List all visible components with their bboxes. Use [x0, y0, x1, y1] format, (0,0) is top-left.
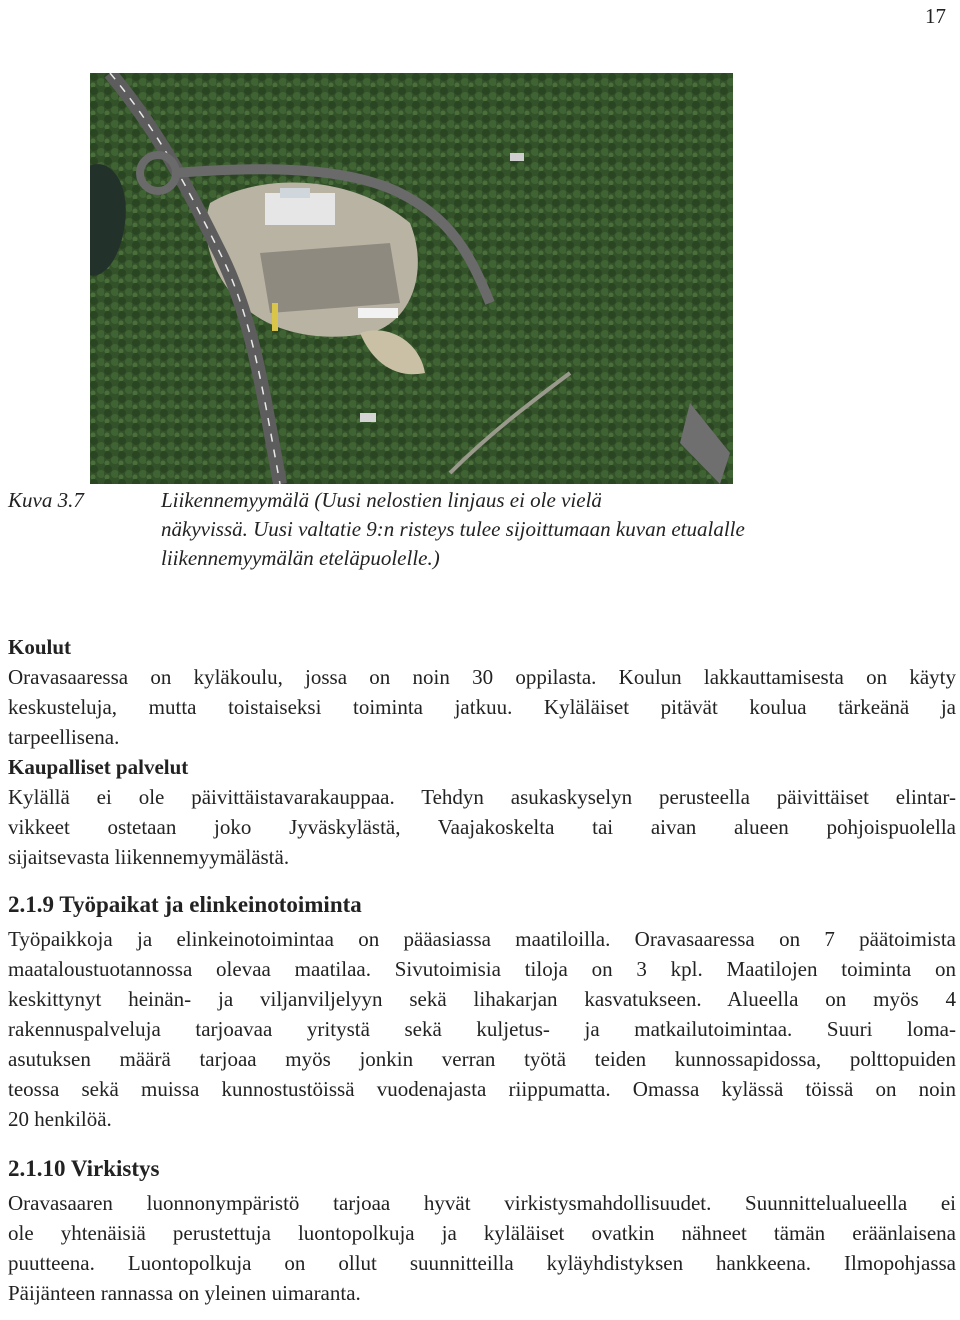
caption-line: Liikennemyymälä (Uusi nelostien linjaus ei ole vielä	[161, 488, 602, 512]
aerial-photo	[90, 73, 733, 484]
caption-line: liikennemyymälän eteläpuolelle.)	[161, 546, 440, 570]
page-number: 17	[925, 4, 946, 28]
text-line: sijaitsevasta liikennemyymälästä.	[8, 845, 290, 869]
text-line: puutteena. Luontopolkuja on ollut suunnitteilla kyläyhdistyksen hankkeena. Ilmopohjassa	[8, 1251, 956, 1275]
text-line: Työpaikkoja ja elinkeinotoimintaa on pääasiassa maatiloilla. Oravasaaressa on 7 päätoimista	[8, 927, 956, 951]
caption-line: näkyvissä. Uusi valtatie 9:n risteys tulee sijoittumaan kuvan etualalle	[161, 517, 745, 541]
text-line: keskusteluja, mutta toistaiseksi toiminta jatkuu. Kyläläiset pitävät koulua tärkeänä ja	[8, 695, 956, 719]
figure-caption	[8, 486, 938, 573]
text-line: vikkeet ostetaan joko Jyväskylästä, Vaajakoskelta tai aivan alueen pohjoispuolella	[8, 815, 956, 839]
text-line: keskittynyt heinän- ja viljanviljelyyn sekä lihakarjan kasvatukseen. Alueella on myös 4	[8, 987, 956, 1011]
paragraph-koulut	[8, 662, 956, 752]
text-line: Kylällä ei ole päivittäistavarakauppaa. Tehdyn asukaskyselyn perusteella päivittäiset elintar-	[8, 785, 956, 809]
paragraph-kaupalliset	[8, 782, 956, 872]
paragraph-tyopaikat	[8, 924, 956, 1134]
section-heading-kaupalliset: Kaupalliset palvelut	[8, 755, 189, 779]
text-line: asutuksen määrä tarjoaa myös jonkin verran työtä teiden kunnossapidossa, polttopuiden	[8, 1047, 956, 1071]
text-line: 20 henkilöä.	[8, 1107, 112, 1131]
text-line: teossa sekä muissa kunnostustöissä vuodenajasta riippumatta. Omassa kylässä töissä on noin	[8, 1077, 956, 1101]
text-line: Päijänteen rannassa on yleinen uimaranta.	[8, 1281, 361, 1305]
figure-label: Kuva 3.7	[8, 488, 84, 512]
figure-caption-text	[161, 486, 938, 573]
paragraph-virkistys	[8, 1188, 956, 1308]
text-line: Oravasaaressa on kyläkoulu, jossa on noin 30 oppilasta. Koulun lakkauttamisesta on käyty	[8, 665, 956, 689]
text-line: tarpeellisena.	[8, 725, 120, 749]
aerial-photo-illustration	[90, 73, 733, 484]
section-heading-koulut: Koulut	[8, 635, 72, 659]
text-line: Oravasaaren luonnonympäristö tarjoaa hyvät virkistysmahdollisuudet. Suunnittelualueella ei	[8, 1191, 956, 1215]
text-line: rakennuspalveluja tarjoavaa yritystä sekä kuljetus- ja matkailutoimintaa. Suuri loma-	[8, 1017, 956, 1041]
text-line: ole yhtenäisiä perustettuja luontopolkuja ja kyläläiset ovatkin nähneet tämän eräänlaisena	[8, 1221, 956, 1245]
text-line: maataloustuotannossa olevaa maatilaa. Sivutoimisia tiloja on 3 kpl. Maatilojen toiminta on	[8, 957, 956, 981]
section-heading-virkistys: 2.1.10 Virkistys	[8, 1156, 160, 1181]
section-heading-tyopaikat: 2.1.9 Työpaikat ja elinkeinotoiminta	[8, 892, 362, 917]
document-body	[8, 632, 956, 1308]
